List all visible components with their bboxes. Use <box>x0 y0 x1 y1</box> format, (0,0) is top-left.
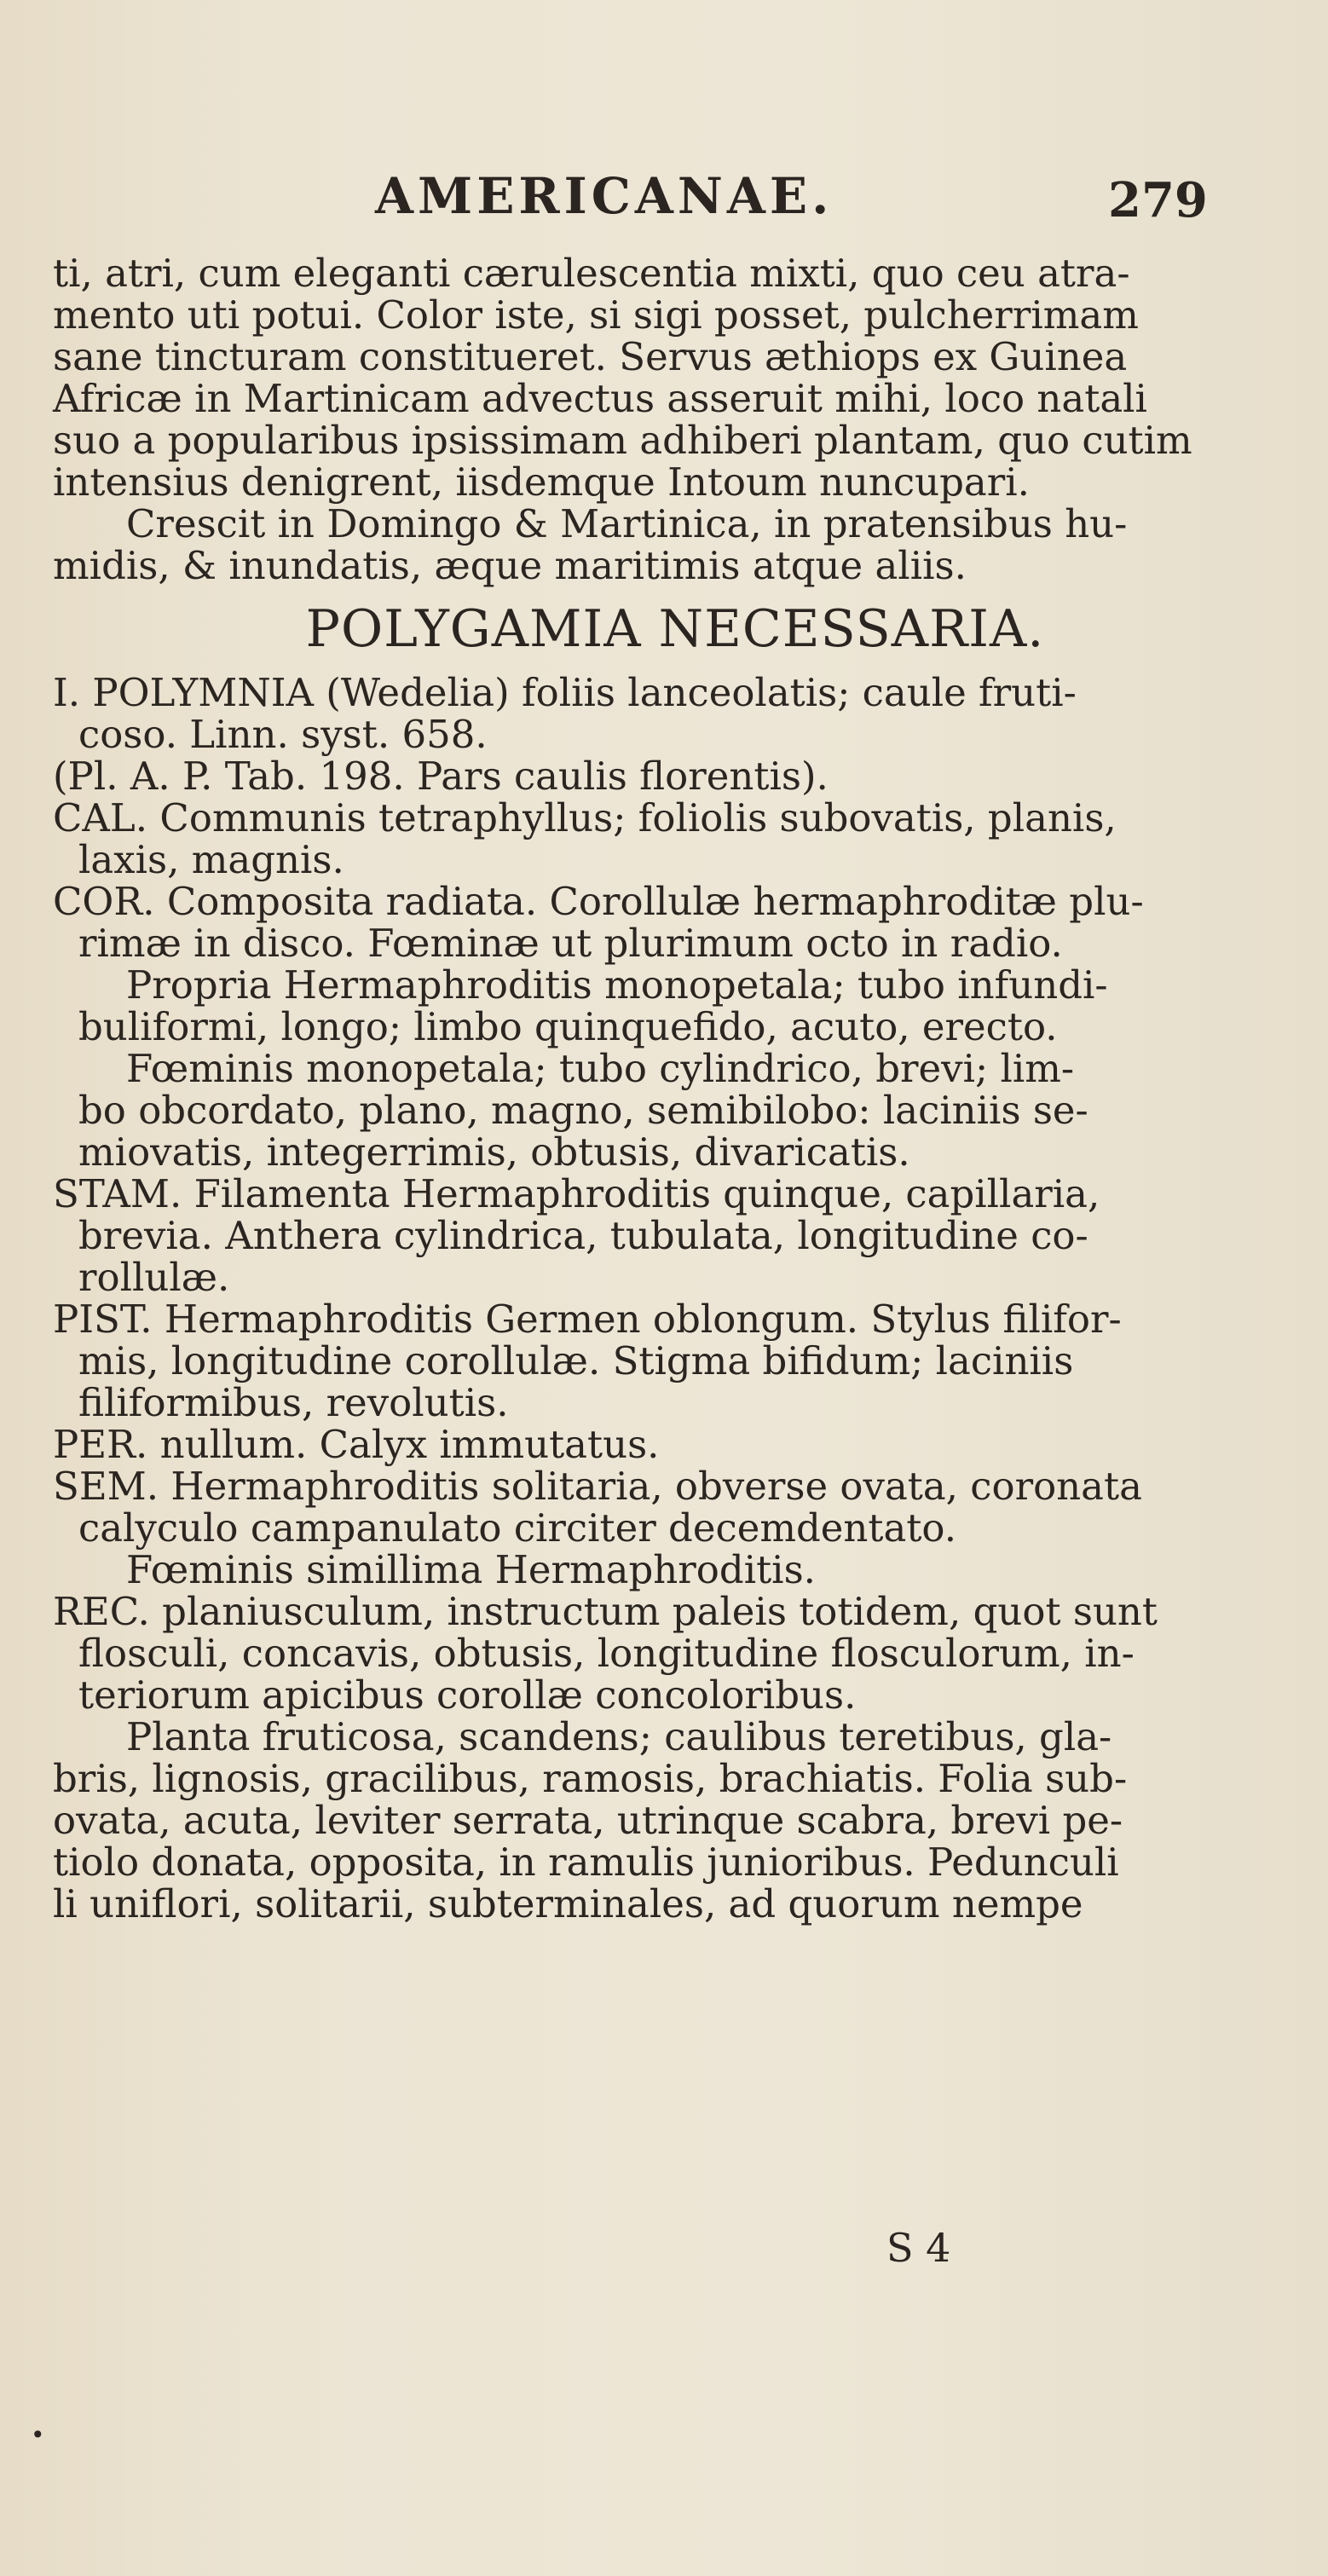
text-line: rollulæ. <box>78 1255 230 1300</box>
text-line: tiolo donata, opposita, in ramulis junioribus. Pedunculi <box>53 1840 1119 1885</box>
text-line: Planta fruticosa, scandens; caulibus teretibus, gla- <box>126 1714 1112 1759</box>
text-line: laxis, magnis. <box>78 837 344 882</box>
text-line: mis, longitudine corollulæ. Stigma bifidum; laciniis <box>78 1338 1074 1383</box>
text-line: ovata, acuta, leviter serrata, utrinque scabra, brevi pe- <box>53 1798 1123 1843</box>
text-line: midis, & inundatis, æque maritimis atque aliis. <box>53 543 967 588</box>
text-line: li uniflori, solitarii, subterminales, ad quorum nempe <box>53 1881 1083 1926</box>
text-line: miovatis, integerrimis, obtusis, divaricatis. <box>78 1129 910 1175</box>
text-line: PER. nullum. Calyx immutatus. <box>53 1422 660 1467</box>
page-number: 279 <box>1108 172 1208 228</box>
text-line: COR. Composita radiata. Corollulæ hermaphroditæ plu- <box>53 879 1144 924</box>
page-body <box>53 252 1263 1925</box>
running-head: AMERICANAE. <box>375 167 834 225</box>
text-line: Fœminis simillima Hermaphroditis. <box>126 1547 816 1592</box>
text-line: CAL. Communis tetraphyllus; foliolis subovatis, planis, <box>53 795 1117 840</box>
ink-speck: • <box>31 2421 45 2449</box>
text-line: bris, lignosis, gracilibus, ramosis, brachiatis. Folia sub- <box>53 1756 1128 1801</box>
text-line: buliformi, longo; limbo quinquefido, acuto, erecto. <box>78 1004 1058 1049</box>
text-line: suo a popularibus ipsissimam adhiberi plantam, quo cutim <box>53 418 1192 463</box>
text-line: bo obcordato, plano, magno, semibilobo: laciniis se- <box>78 1088 1088 1133</box>
signature-mark: S 4 <box>886 2225 951 2271</box>
text-line: Crescit in Domingo & Martinica, in pratensibus hu- <box>126 501 1128 546</box>
section-heading: POLYGAMIA NECESSARIA. <box>305 599 1045 659</box>
text-line: rimæ in disco. Fœminæ ut plurimum octo in radio. <box>78 921 1063 966</box>
text-line: SEM. Hermaphroditis solitaria, obverse ovata, coronata <box>53 1464 1142 1509</box>
text-line: I. POLYMNIA (Wedelia) foliis lanceolatis; caule fruti- <box>53 670 1077 715</box>
text-line: Propria Hermaphroditis monopetala; tubo infundi- <box>126 962 1108 1008</box>
text-line: REC. planiusculum, instructum paleis totidem, quot sunt <box>53 1589 1158 1634</box>
text-line: calyculo campanulato circiter decemdentato. <box>78 1505 957 1551</box>
text-line: Fœminis monopetala; tubo cylindrico, brevi; lim- <box>126 1046 1075 1091</box>
text-line: filiformibus, revolutis. <box>78 1380 509 1425</box>
text-line: (Pl. A. P. Tab. 198. Pars caulis florentis). <box>53 754 829 799</box>
text-line: mento uti potui. Color iste, si sigi posset, pulcherrimam <box>53 292 1139 338</box>
text-line: Africæ in Martinicam advectus asseruit mihi, loco natali <box>53 376 1147 421</box>
text-line: brevia. Anthera cylindrica, tubulata, longitudine co- <box>78 1213 1088 1258</box>
page-header <box>0 167 1328 235</box>
text-line: ti, atri, cum eleganti cærulescentia mixti, quo ceu atra- <box>53 251 1130 296</box>
text-line: flosculi, concavis, obtusis, longitudine flosculorum, in- <box>78 1631 1135 1676</box>
text-line: teriorum apicibus corollæ concoloribus. <box>78 1672 857 1718</box>
text-line: STAM. Filamenta Hermaphroditis quinque, capillaria, <box>53 1171 1100 1216</box>
text-line: coso. Linn. syst. 658. <box>78 712 488 757</box>
text-line: sane tincturam constitueret. Servus æthiops ex Guinea <box>53 334 1128 379</box>
text-line: intensius denigrent, iisdemque Intoum nuncupari. <box>53 459 1030 505</box>
text-line: PIST. Hermaphroditis Germen oblongum. Stylus filifor- <box>53 1297 1122 1342</box>
